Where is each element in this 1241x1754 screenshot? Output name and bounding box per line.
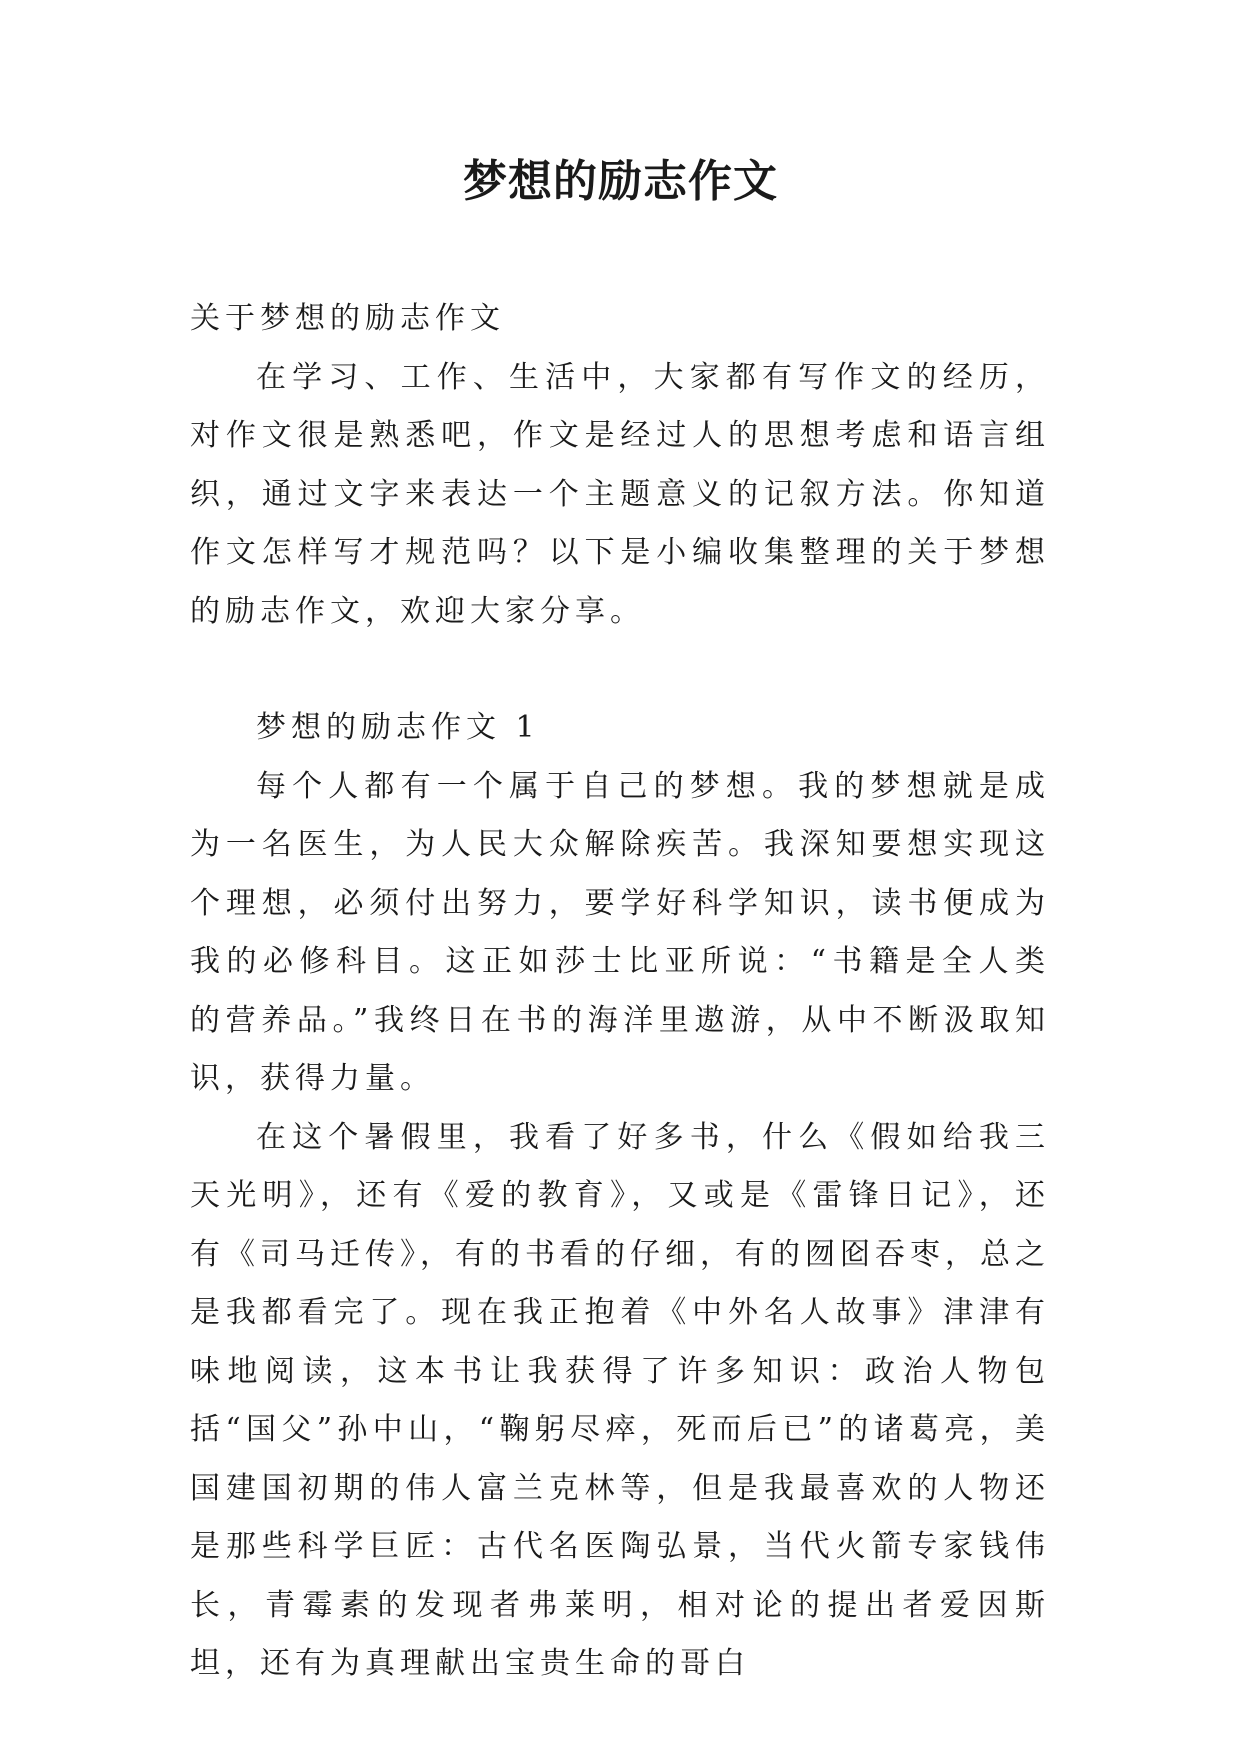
subtitle: 关于梦想的励志作文: [190, 301, 505, 336]
paragraph-gap: [190, 641, 1050, 699]
body-paragraph-2: 在这个暑假里，我看了好多书，什么《假如给我三天光明》，还有《爱的教育》，又或是《雷锋日记》，还有《司马迁传》，有的书看的仔细，有的囫囵吞枣，总之是我都看完了。现在我正抱着《中外名人故事》津津有味地阅读，这本书让我获得了许多知识：政治人物包括“国父”孙中山，“鞠躬尽瘁，死而后已”的诸葛亮，美国建国初期的伟人富兰克林等，但是我最喜欢的人物还是那些科学巨匠：古代名医陶弘景，当代火箭专家钱伟长，青霉素的发现者弗莱明，相对论的提出者爱因斯坦，还有为真理献出宝贵生命的哥白: [190, 1119, 1050, 1681]
document-title: 梦想的励志作文: [463, 156, 778, 207]
intro-paragraph: 在学习、工作、生活中，大家都有写作文的经历，对作文很是熟悉吧，作文是经过人的思想考虑和语言组织，通过文字来表达一个主题意义的记叙方法。你知道作文怎样写才规范吗？以下是小编收集整理的关于梦想的励志作文，欢迎大家分享。: [190, 359, 1050, 629]
section-heading: 梦想的励志作文 1: [256, 710, 540, 745]
body-paragraph-1: 每个人都有一个属于自己的梦想。我的梦想就是成为一名医生，为人民大众解除疾苦。我深知要想实现这个理想，必须付出努力，要学好科学知识，读书便成为我的必修科目。这正如莎士比亚所说：“书籍是全人类的营养品。”我终日在书的海洋里遨游，从中不断汲取知识，获得力量。: [190, 768, 1050, 1096]
document-body: [190, 290, 1050, 1694]
